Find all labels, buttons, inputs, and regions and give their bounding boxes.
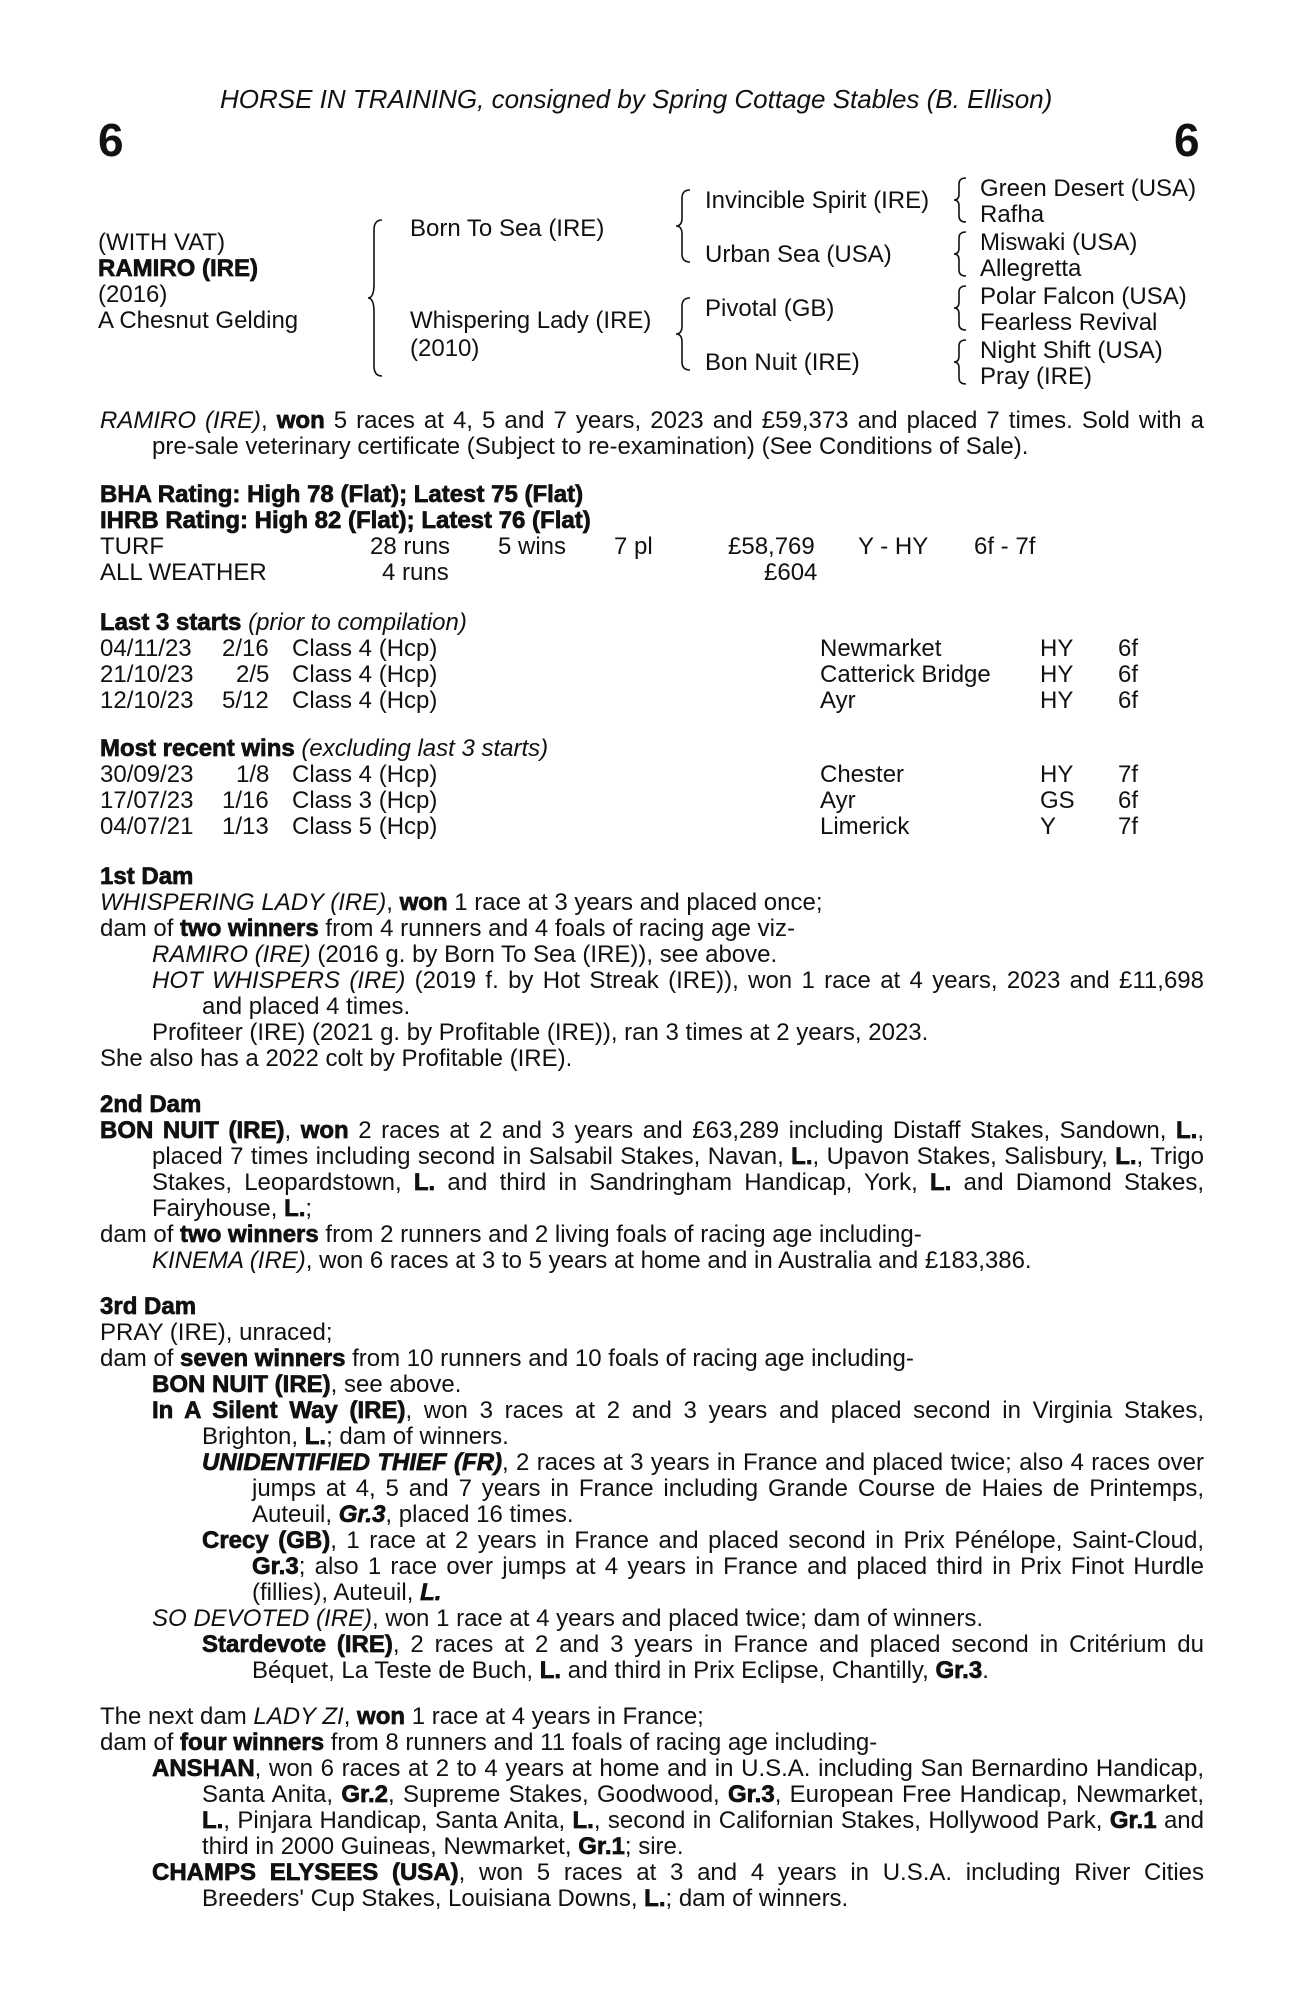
recent-dist-1: 7f [1118,761,1139,788]
last3-pos-1: 2/16 [222,635,269,662]
recent-pos-3: 1/13 [222,813,269,840]
third-dam-winners: seven winners [180,1345,346,1372]
second-dam-dam-of: dam of [100,1221,181,1248]
horse-year: (2016) [98,281,168,308]
third-dam-dam-of: dam of [100,1345,181,1372]
bon-nuit-text: , see above. [330,1371,462,1398]
pedigree-dam-sire: Pivotal (GB) [705,295,835,322]
silent-way-text-2: ; dam of winners. [326,1423,509,1450]
recent-date-1: 30/09/23 [100,761,194,788]
pedigree-dam: Whispering Lady (IRE) [410,307,652,334]
kinema-name: KINEMA (IRE) [152,1247,306,1274]
recent-going-1: HY [1040,761,1074,788]
pedigree-g3-6: Fearless Revival [980,309,1158,336]
summary-horse-name: RAMIRO (IRE) [100,407,262,434]
pedigree-dam-year: (2010) [410,335,480,362]
third-dam-produce-2a [202,1450,1204,1528]
unidentified-thief-text: , 2 races at 3 years in France and placed twice; also 4 races over jumps at 4, 5 and 7 years in France including Grande Course de Haies de Printemps, Auteuil, [252,1449,1205,1528]
third-dam-runners: from 10 runners and 10 foals of racing age including- [345,1345,914,1372]
last3-going-1: HY [1040,635,1074,662]
recent-wins-note: (excluding last 3 starts) [301,735,549,762]
turf-distance: 6f - 7f [974,533,1036,560]
first-dam-runners: from 4 runners and 4 foals of racing age viz- [318,915,795,942]
first-dam-produce-2 [152,968,1204,1020]
next-dam-winners: four winners [180,1729,325,1756]
crecy-listed: L. [420,1579,442,1606]
anshan-text-1: , won 6 races at 2 to 4 years at home and in U.S.A. including San Bernardino Handicap, Santa Anita, [202,1755,1204,1808]
first-dam-dam-of: dam of [100,915,181,942]
champs-elysees-listed: L. [644,1885,666,1912]
last3-pos-3: 5/12 [222,687,269,714]
recent-wins-heading [100,736,548,762]
anshan-gr3: Gr.3 [727,1781,775,1808]
champs-elysees-text-2: ; dam of winners. [665,1885,849,1912]
summary-text: 5 races at 4, 5 and 7 years, 2023 and £59,373 and placed 7 times. Sold with a pre-sale veterinary certificate (Subject to re-examination) (See Conditions of Sale). [152,407,1204,460]
next-dam-produce-2 [152,1860,1204,1912]
silent-way-name: In A Silent Way (IRE) [152,1397,406,1424]
listed-3: L. [1115,1143,1137,1170]
first-dam-winners: two winners [180,915,319,942]
pedigree-g3-7: Night Shift (USA) [980,337,1163,364]
pedigree-sire-sire: Invincible Spirit (IRE) [705,187,930,214]
pedigree-sire: Born To Sea (IRE) [410,215,605,242]
last3-course-1: Newmarket [820,635,942,662]
anshan-text-5: , second in Californian Stakes, Hollywood Park, [593,1807,1110,1834]
anshan-gr1-b: Gr.1 [578,1833,625,1860]
next-dam-produce-1 [152,1756,1204,1860]
silent-way-listed: L. [304,1423,327,1450]
third-dam-produce-3 [152,1606,1204,1632]
anshan-text-3: , European Free Handicap, Newmarket, [774,1781,1204,1808]
crecy-text-2: ; also 1 race over jumps at 4 years in France and placed third in Prix Finot Hurdle (fillies), Auteuil, [252,1553,1204,1606]
listed-4: L. [413,1169,436,1196]
silent-way-text: , won 3 races at 2 and 3 years and placed second in Virginia Stakes, Brighton, [202,1397,1205,1450]
first-dam-record: 1 race at 3 years and placed once; [447,889,823,916]
produce-2-name: HOT WHISPERS (IRE) [152,967,406,994]
third-dam-heading: 3rd Dam [100,1293,197,1320]
second-dam-text-1: 2 races at 2 and 3 years and £63,289 including Distaff Stakes, Sandown, [348,1117,1176,1144]
champs-elysees-name: CHAMPS ELYSEES (USA) [152,1859,459,1886]
anshan-text-7: ; sire. [624,1833,684,1860]
recent-class-3: Class 5 (Hcp) [292,813,438,840]
kinema-text: , won 6 races at 3 to 5 years at home and in Australia and £183,386. [305,1247,1032,1274]
listed-1: L. [1176,1117,1198,1144]
anshan-name: ANSHAN [152,1755,255,1782]
anshan-gr2: Gr.2 [341,1781,389,1808]
so-devoted-text: , won 1 race at 4 years and placed twice; dam of winners. [372,1605,984,1632]
recent-dist-2: 6f [1118,787,1139,814]
turf-going: Y - HY [858,533,929,560]
second-dam-text-7: ; [305,1195,313,1222]
summary-won: won [276,407,325,434]
last3-title: Last 3 starts [100,609,242,636]
recent-class-1: Class 4 (Hcp) [292,761,438,788]
first-dam-heading: 1st Dam [100,863,194,890]
produce-1-name: RAMIRO (IRE) [152,941,311,968]
pedigree-bracket-ds [954,284,970,332]
anshan-text-6: and third in 2000 Guineas, Newmarket, [202,1807,1204,1860]
first-dam-produce-line [100,916,1204,942]
third-dam-produce-1 [152,1372,1204,1398]
third-dam-line: PRAY (IRE), unraced; [100,1319,333,1346]
stardevote-text: , 2 races at 2 and 3 years in France and placed second in Critérium du Béquet, La Teste de Buch, [252,1631,1205,1684]
third-dam-produce-line [100,1346,1204,1372]
pedigree-bracket-main [368,218,388,378]
pedigree-sire-dam: Urban Sea (USA) [705,241,892,268]
lot-number-left: 6 [98,114,124,166]
turf-runs: 28 runs [370,533,451,560]
recent-date-2: 17/07/23 [100,787,194,814]
pedigree-g3-3: Miswaki (USA) [980,229,1138,256]
second-dam-record [100,1118,1204,1222]
unidentified-thief-text-2: , placed 16 times. [385,1501,574,1528]
third-dam-produce-3a [202,1632,1204,1684]
aw-record-label: ALL WEATHER [100,559,267,586]
last3-dist-2: 6f [1118,661,1139,688]
ihrb-rating: IHRB Rating: High 82 (Flat); Latest 76 (Flat) [100,507,591,534]
last3-dist-1: 6f [1118,635,1139,662]
pedigree-g3-8: Pray (IRE) [980,363,1093,390]
second-dam-text-5: and third in Sandringham Handicap, York, [435,1169,931,1196]
recent-going-3: Y [1040,813,1057,840]
recent-dist-3: 7f [1118,813,1139,840]
listed-5: L. [930,1169,952,1196]
next-dam-dam-of: dam of [100,1729,181,1756]
next-dam-produce-line [100,1730,1204,1756]
recent-course-1: Chester [820,761,905,788]
turf-prize-money: £58,769 [728,533,815,560]
last3-course-3: Ayr [820,687,856,714]
last3-note: (prior to compilation) [248,609,467,636]
crecy-text: , 1 race at 2 years in France and placed second in Prix Pénélope, Saint-Cloud, [330,1527,1205,1554]
pedigree-dam-dam: Bon Nuit (IRE) [705,349,860,376]
recent-pos-1: 1/8 [236,761,270,788]
so-devoted-name: SO DEVOTED (IRE) [152,1605,373,1632]
anshan-text-2: , Supreme Stakes, Goodwood, [388,1781,728,1808]
produce-1-text: (2016 g. by Born To Sea (IRE)), see above. [310,941,778,968]
pedigree-g3-1: Green Desert (USA) [980,175,1197,202]
third-dam-produce-2 [152,1398,1204,1450]
last3-date-3: 12/10/23 [100,687,194,714]
second-dam-text-3: , Upavon Stakes, Salisbury, [812,1143,1116,1170]
first-dam-note: She also has a 2022 colt by Profitable (IRE). [100,1045,573,1072]
third-dam-produce-2b [202,1528,1204,1606]
stardevote-name: Stardevote (IRE) [202,1631,393,1658]
last3-dist-3: 6f [1118,687,1139,714]
anshan-gr1-a: Gr.1 [1109,1807,1157,1834]
last3-going-3: HY [1040,687,1074,714]
listed-6: L. [284,1195,306,1222]
second-dam-winners: two winners [180,1221,319,1248]
first-dam-produce-3: Profiteer (IRE) (2021 g. by Profitable (IRE)), ran 3 times at 2 years, 2023. [152,1019,929,1046]
last3-date-2: 21/10/23 [100,661,194,688]
second-dam-text-4: , Trigo Stakes, Leopardstown, [152,1143,1204,1196]
first-dam-line [100,890,1204,916]
stardevote-group: Gr.3 [935,1657,983,1684]
last3-date-1: 04/11/23 [100,635,192,662]
produce-2-text: (2019 f. by Hot Streak (IRE)), won 1 race at 4 years, 2023 and £11,698 and placed 4 times. [202,967,1204,1020]
stardevote-listed: L. [539,1657,562,1684]
pedigree-bracket-ss [954,176,970,224]
stardevote-text-2: and third in Prix Eclipse, Chantilly, [561,1657,936,1684]
second-dam-text-6: and Diamond Stakes, Fairyhouse, [152,1169,1204,1222]
next-dam-won: won [357,1703,406,1730]
next-dam-runners: from 8 runners and 11 foals of racing age including- [324,1729,878,1756]
listed-2: L. [791,1143,813,1170]
catalogue-header: HORSE IN TRAINING, consigned by Spring Cottage Stables (B. Ellison) [220,84,1053,114]
crecy-group: Gr.3 [252,1553,299,1580]
next-dam-section [100,1704,1204,1912]
last3-class-2: Class 4 (Hcp) [292,661,438,688]
next-dam-line [100,1704,1204,1730]
crecy-name: Crecy (GB) [202,1527,331,1554]
first-dam-name: WHISPERING LADY (IRE) [100,889,387,916]
turf-record-label: TURF [100,533,164,560]
first-dam-produce-1 [152,942,1204,968]
first-dam-sep: , [386,889,400,916]
third-dam-section [100,1294,1204,1684]
next-dam-prefix: The next dam [100,1703,254,1730]
horse-summary: RAMIRO (IRE), won 5 races at 4, 5 and 7 years, 2023 and £59,373 and placed 7 times. Sold with a pre-sale veterinary certificate (Subject to re-examination) (See Conditions of Sale). [100,407,1204,460]
recent-course-2: Ayr [820,787,856,814]
pedigree-g3-5: Polar Falcon (USA) [980,283,1187,310]
aw-prize-money: £604 [764,559,818,586]
last3-course-2: Catterick Bridge [820,661,991,688]
recent-class-2: Class 3 (Hcp) [292,787,438,814]
turf-placed: 7 pl [614,533,653,560]
last3-heading [100,610,467,636]
recent-going-2: GS [1040,787,1075,814]
second-dam-produce-line [100,1222,1204,1248]
anshan-listed-2: L. [572,1807,594,1834]
recent-pos-2: 1/16 [222,787,269,814]
lot-number-right: 6 [1174,114,1200,166]
next-dam-sep: , [343,1703,358,1730]
second-dam-section [100,1092,1204,1274]
second-dam-won: won [300,1117,349,1144]
unidentified-thief-group: Gr.3 [338,1501,386,1528]
recent-course-3: Limerick [820,813,910,840]
unidentified-thief-name: UNIDENTIFIED THIEF (FR) [202,1449,503,1476]
pedigree-g3-4: Allegretta [980,255,1082,282]
pedigree-bracket-dam [676,296,696,372]
horse-name: RAMIRO (IRE) [98,255,258,282]
pedigree-g3-2: Rafha [980,201,1045,228]
first-dam-section [100,864,1204,1072]
last3-class-1: Class 4 (Hcp) [292,635,438,662]
second-dam-sep: , [284,1117,301,1144]
turf-wins: 5 wins [498,533,567,560]
pedigree-bracket-sd [954,230,970,278]
second-dam-produce-1 [152,1248,1204,1274]
bon-nuit-name: BON NUIT (IRE) [152,1371,331,1398]
stardevote-end: . [982,1657,989,1684]
last3-going-2: HY [1040,661,1074,688]
champs-elysees-text: , won 5 races at 3 and 4 years in U.S.A. including River Cities Breeders' Cup Stakes, Louisiana Downs, [202,1859,1205,1912]
next-dam-record: 1 race at 4 years in France; [405,1703,704,1730]
second-dam-runners: from 2 runners and 2 living foals of racing age including- [318,1221,922,1248]
last3-pos-2: 2/5 [236,661,270,688]
anshan-listed-1: L. [202,1807,224,1834]
recent-date-3: 04/07/21 [100,813,194,840]
recent-wins-title: Most recent wins [100,735,295,762]
bha-rating: BHA Rating: High 78 (Flat); Latest 75 (Flat) [100,481,584,508]
first-dam-won: won [399,889,448,916]
pedigree-bracket-sire [676,188,696,264]
second-dam-heading: 2nd Dam [100,1091,202,1118]
anshan-text-4: , Pinjara Handicap, Santa Anita, [223,1807,573,1834]
second-dam-name: BON NUIT (IRE) [100,1117,285,1144]
last3-class-3: Class 4 (Hcp) [292,687,438,714]
pedigree-bracket-dd [954,338,970,386]
aw-runs: 4 runs [382,559,449,586]
vat-note: (WITH VAT) [98,229,226,256]
next-dam-name: LADY ZI [253,1703,344,1730]
horse-description: A Chesnut Gelding [98,307,299,334]
second-dam-text-2: , placed 7 times including second in Salsabil Stakes, Navan, [152,1117,1204,1170]
